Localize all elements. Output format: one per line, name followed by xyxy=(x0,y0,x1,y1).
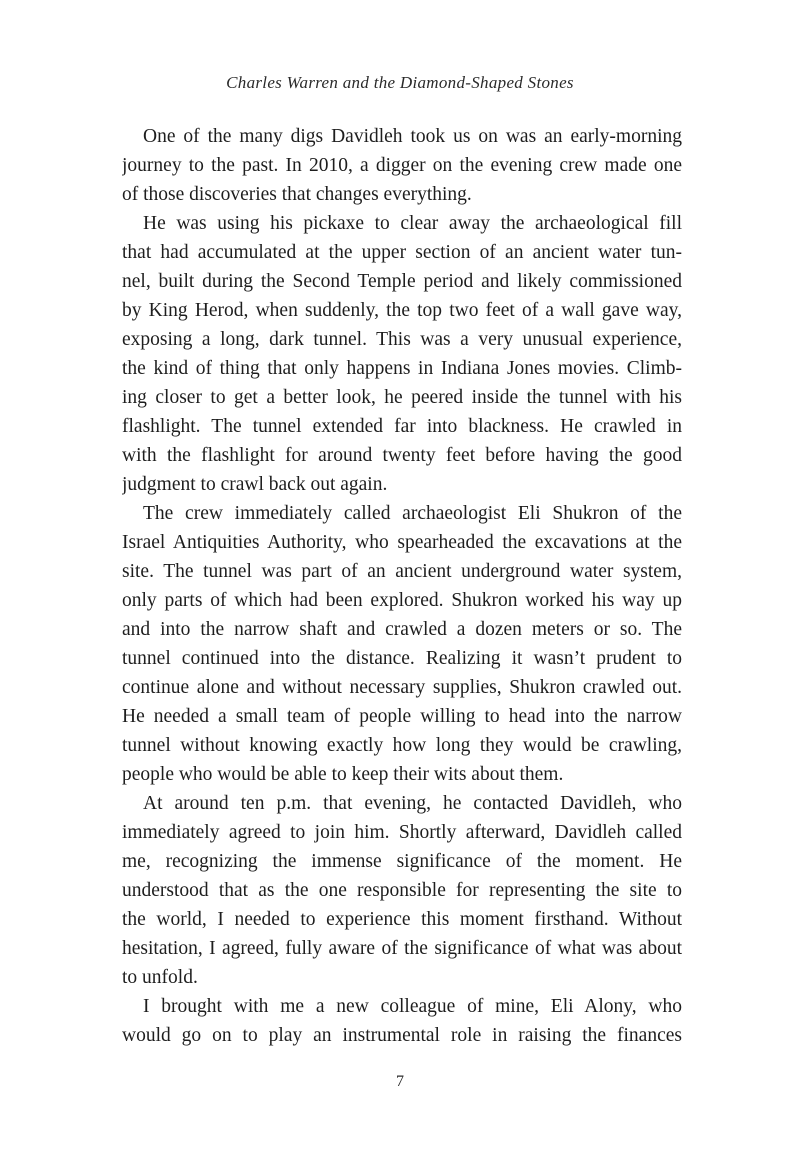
page-number: 7 xyxy=(396,1073,404,1090)
text-line: people who would be able to keep their wits about them. xyxy=(122,764,564,785)
text-line: to unfold. xyxy=(122,967,198,988)
text-line: tunnel continued into the distance. Realizing it wasn’t prudent to xyxy=(122,648,682,669)
text-line: the kind of thing that only happens in Indiana Jones movies. Climb- xyxy=(122,358,682,379)
body-text xyxy=(122,122,682,1050)
text-line: continue alone and without necessary supplies, Shukron crawled out. xyxy=(122,677,682,698)
text-line: exposing a long, dark tunnel. This was a very unusual experience, xyxy=(122,329,682,350)
text-line: site. The tunnel was part of an ancient underground water system, xyxy=(122,561,682,582)
text-line: nel, built during the Second Temple period and likely commissioned xyxy=(122,271,682,292)
text-line: He needed a small team of people willing to head into the narrow xyxy=(122,706,682,727)
text-line: Israel Antiquities Authority, who spearheaded the excavations at the xyxy=(122,532,682,553)
text-line: I brought with me a new colleague of mine, Eli Alony, who xyxy=(143,996,682,1017)
text-line: of those discoveries that changes everything. xyxy=(122,184,472,205)
text-line: that had accumulated at the upper section of an ancient water tun- xyxy=(122,242,682,263)
text-line: hesitation, I agreed, fully aware of the significance of what was about xyxy=(122,938,682,959)
text-line: and into the narrow shaft and crawled a dozen meters or so. The xyxy=(122,619,682,640)
running-header: Charles Warren and the Diamond-Shaped Stones xyxy=(226,73,574,92)
text-line: flashlight. The tunnel extended far into blackness. He crawled in xyxy=(122,416,682,437)
text-line: He was using his pickaxe to clear away the archaeological fill xyxy=(143,213,682,234)
text-line: One of the many digs Davidleh took us on was an early-morning xyxy=(143,126,682,147)
text-line: only parts of which had been explored. Shukron worked his way up xyxy=(122,590,682,611)
text-line: At around ten p.m. that evening, he contacted Davidleh, who xyxy=(143,793,682,814)
text-line: understood that as the one responsible for representing the site to xyxy=(122,880,682,901)
text-line: by King Herod, when suddenly, the top two feet of a wall gave way, xyxy=(122,300,682,321)
text-line: tunnel without knowing exactly how long they would be crawling, xyxy=(122,735,682,756)
text-line: me, recognizing the immense significance of the moment. He xyxy=(122,851,682,872)
text-line: judgment to crawl back out again. xyxy=(122,474,388,495)
text-line: The crew immediately called archaeologist Eli Shukron of the xyxy=(143,503,682,524)
text-line: with the flashlight for around twenty feet before having the good xyxy=(122,445,682,466)
text-line: the world, I needed to experience this moment firsthand. Without xyxy=(122,909,682,930)
text-line: would go on to play an instrumental role in raising the finances xyxy=(122,1025,682,1046)
text-line: immediately agreed to join him. Shortly afterward, Davidleh called xyxy=(122,822,682,843)
text-line: ing closer to get a better look, he peered inside the tunnel with his xyxy=(122,387,682,408)
text-line: journey to the past. In 2010, a digger on the evening crew made one xyxy=(122,155,682,176)
